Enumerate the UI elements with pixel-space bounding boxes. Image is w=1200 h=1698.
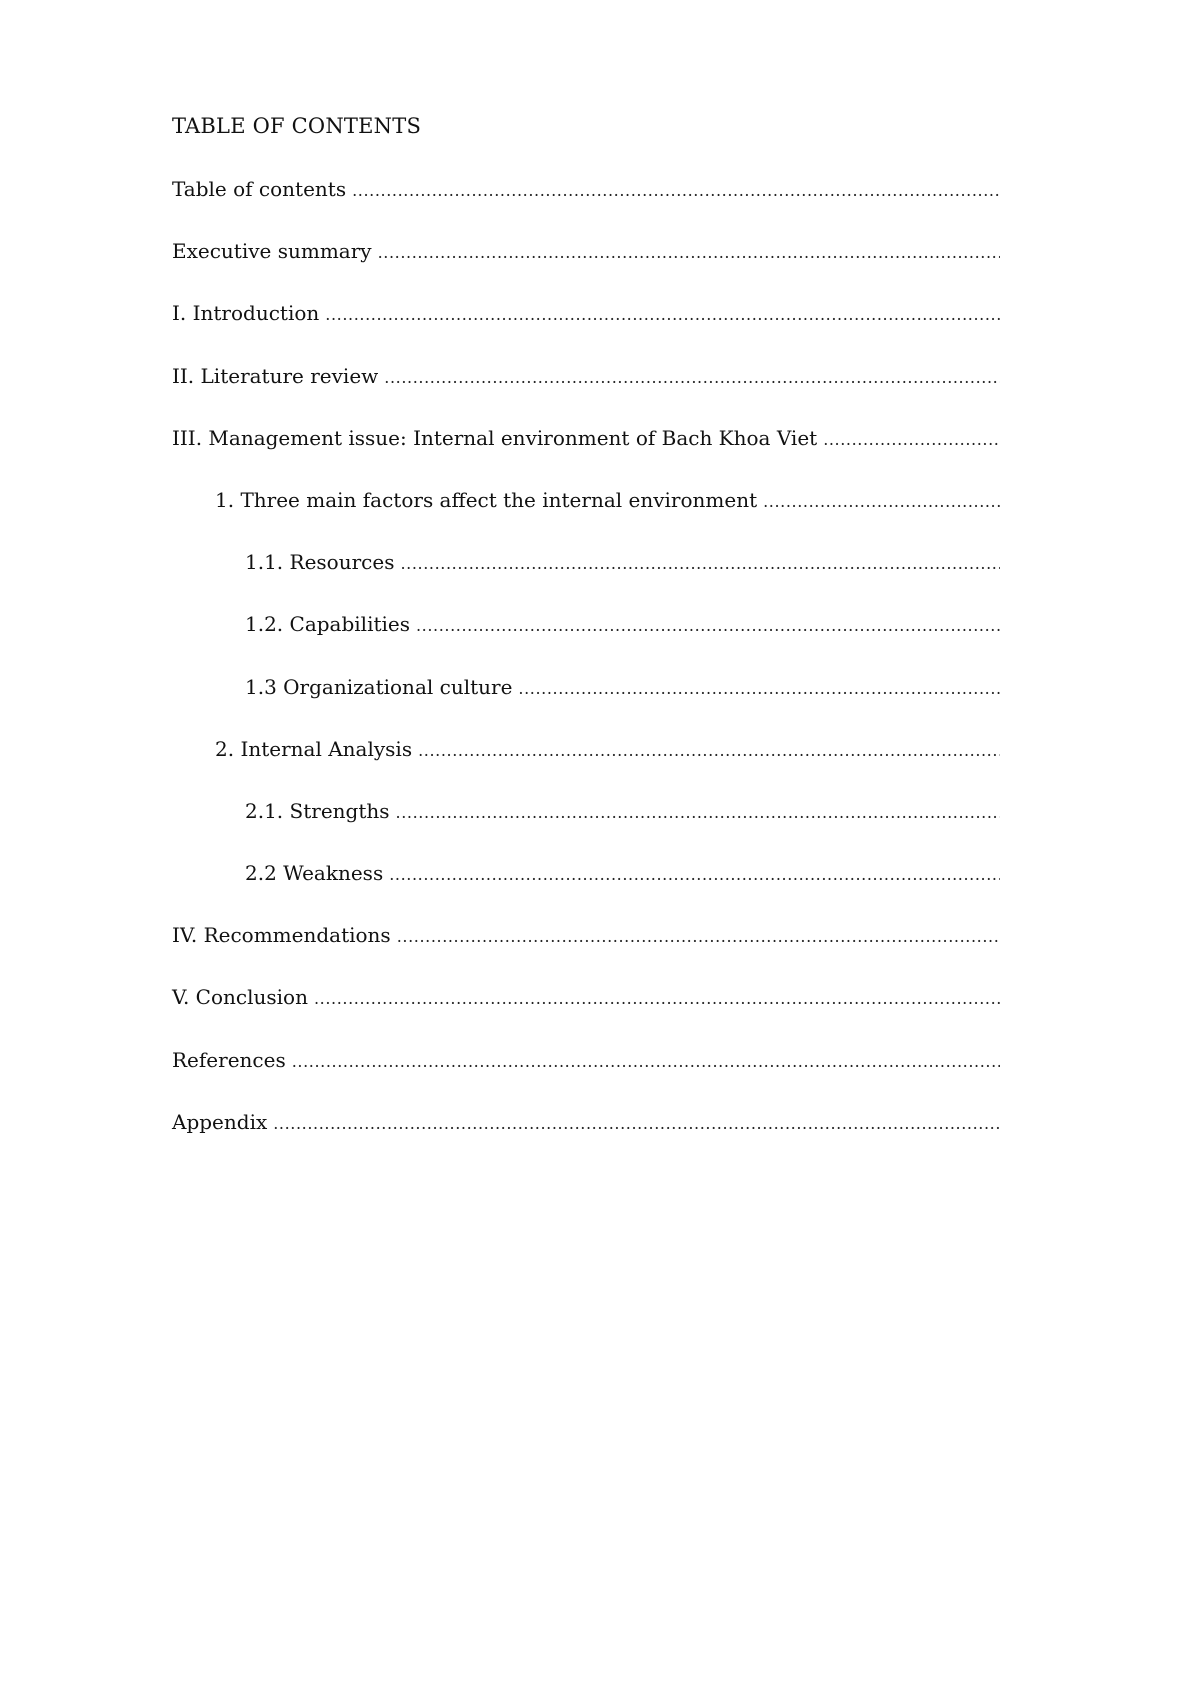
toc-entry-label: References xyxy=(172,1047,286,1072)
toc-heading: TABLE OF CONTENTS xyxy=(172,114,422,138)
dot-leader xyxy=(400,551,1000,577)
dot-leader xyxy=(389,862,1000,888)
toc-entry-resources[interactable] xyxy=(0,549,1200,611)
toc-entry-literature-review[interactable] xyxy=(0,363,1200,425)
dot-leader xyxy=(378,240,1000,266)
toc-entry-appendix[interactable] xyxy=(0,1109,1200,1171)
toc-entry-references[interactable] xyxy=(0,1047,1200,1109)
toc-entry-three-main-factors[interactable] xyxy=(0,487,1200,549)
toc-entry-label: 2.1. Strengths xyxy=(245,798,390,823)
dot-leader xyxy=(518,676,1000,702)
toc-entry-conclusion[interactable] xyxy=(0,984,1200,1046)
toc-entry-strengths[interactable] xyxy=(0,798,1200,860)
toc-list xyxy=(0,176,1200,1171)
toc-entry-recommendations[interactable] xyxy=(0,922,1200,984)
dot-leader xyxy=(396,800,1000,826)
dot-leader xyxy=(273,1111,1000,1137)
dot-leader xyxy=(352,178,1000,204)
dot-leader xyxy=(314,986,1000,1012)
toc-entry-label: 2.2 Weakness xyxy=(245,861,384,886)
toc-entry-label: I. Introduction xyxy=(172,301,320,326)
toc-entry-label: Appendix xyxy=(172,1109,268,1134)
toc-entry-capabilities[interactable] xyxy=(0,611,1200,673)
toc-entry-label: 1.1. Resources xyxy=(245,550,395,575)
toc-entry-label: 1.3 Organizational culture xyxy=(245,674,513,699)
toc-entry-label: 1. Three main factors affect the internal environment xyxy=(215,487,758,512)
toc-entry-label: IV. Recommendations xyxy=(172,923,391,948)
toc-entry-internal-analysis[interactable] xyxy=(0,736,1200,798)
toc-entry-label: 1.2. Capabilities xyxy=(245,612,410,637)
dot-leader xyxy=(823,427,1000,453)
toc-entry-organizational-culture[interactable] xyxy=(0,674,1200,736)
dot-leader xyxy=(763,489,1000,515)
dot-leader xyxy=(292,1049,1000,1075)
toc-entry-weakness[interactable] xyxy=(0,860,1200,922)
dot-leader xyxy=(325,302,1000,328)
toc-entry-table-of-contents[interactable] xyxy=(0,176,1200,238)
dot-leader xyxy=(416,613,1000,639)
toc-entry-label: Table of contents xyxy=(172,177,347,201)
toc-entry-label: III. Management issue: Internal environment of Bach Khoa Viet xyxy=(172,425,818,450)
dot-leader xyxy=(397,924,1000,950)
toc-entry-label: 2. Internal Analysis xyxy=(215,736,413,761)
toc-entry-executive-summary[interactable] xyxy=(0,238,1200,300)
dot-leader xyxy=(384,365,1000,391)
toc-entry-label: II. Literature review xyxy=(172,363,379,388)
toc-entry-management-issue[interactable] xyxy=(0,425,1200,487)
dot-leader xyxy=(418,738,1000,764)
toc-entry-label: Executive summary xyxy=(172,239,372,264)
toc-entry-introduction[interactable] xyxy=(0,300,1200,362)
toc-entry-label: V. Conclusion xyxy=(172,985,308,1010)
